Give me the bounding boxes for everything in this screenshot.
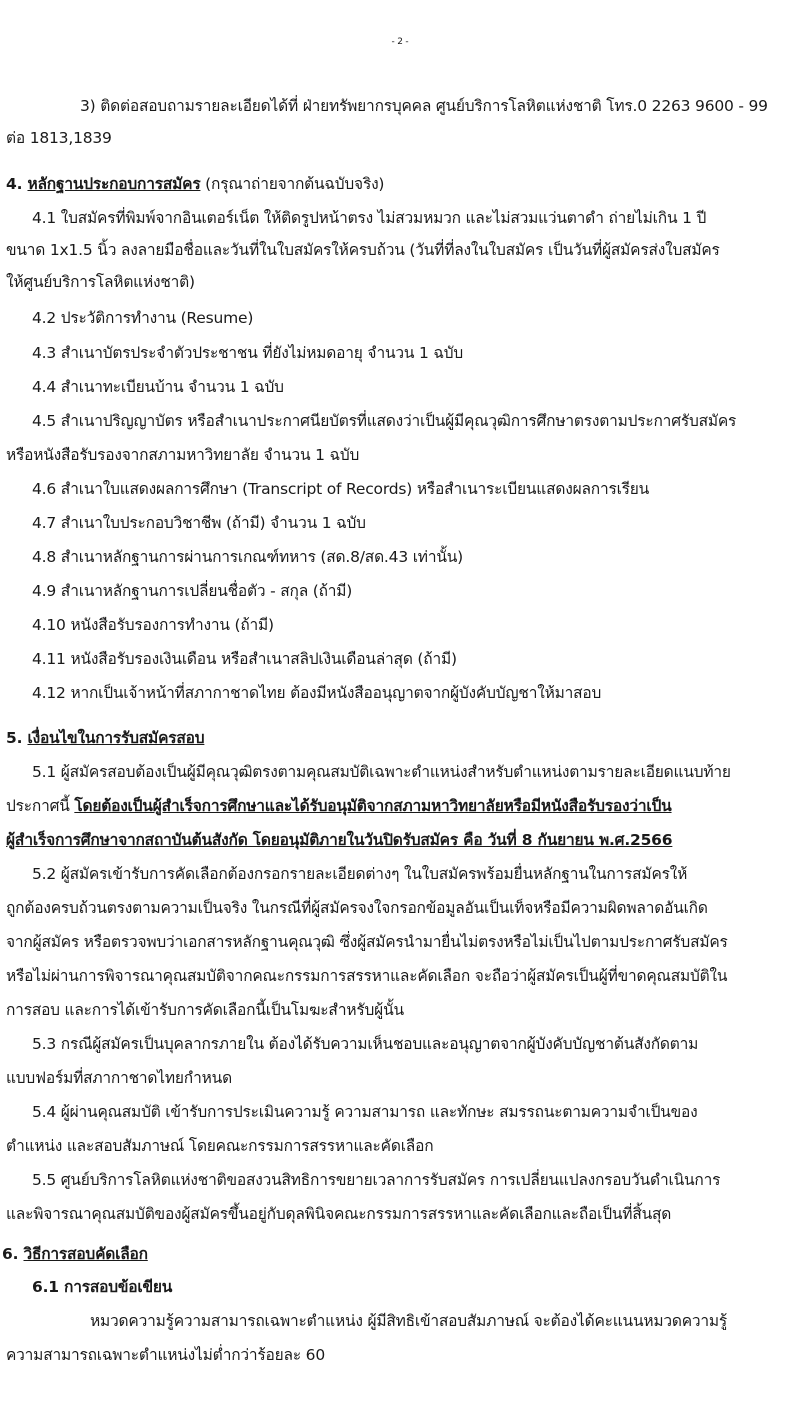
item-4-1-line-3: ให้ศูนย์บริการโลหิตแห่งชาติ) — [6, 273, 195, 291]
item-5-1-line-2-emphasis: โดยต้องเป็นผู้สำเร็จการศึกษาและได้รับอนุมัติจากสภามหาวิทยาลัยหรือมีหนังสือรับรองว่าเป็น — [74, 797, 672, 815]
item-4-5-line-2: หรือหนังสือรับรองจากสภามหาวิทยาลัย จำนวน 1 ฉบับ — [6, 446, 360, 464]
sub-6-1-title: 6.1 การสอบข้อเขียน — [32, 1278, 173, 1296]
item-5-3-line-1: 5.3 กรณีผู้สมัครเป็นบุคลากรภายใน ต้องได้รับความเห็นชอบและอนุญาตจากผู้บังคับบัญชาต้นสังกัดตาม — [32, 1035, 699, 1053]
item-4-6: 4.6 สำเนาใบแสดงผลการศึกษา (Transcript of Records) หรือสำเนาระเบียนแสดงผลการเรียน — [32, 480, 650, 498]
item-4-1-line-2: ขนาด 1x1.5 นิ้ว ลงลายมือชื่อและวันที่ในใบสมัครให้ครบถ้วน (วันที่ที่ลงในใบสมัคร เป็นวันที่ผู้สมัครส่งใบสมัคร — [6, 241, 720, 259]
section-6-title: วิธีการสอบคัดเลือก — [23, 1245, 148, 1263]
section-6-heading — [2, 1244, 148, 1264]
contact-line-2: ต่อ 1813,1839 — [6, 129, 112, 147]
item-4-3: 4.3 สำเนาบัตรประจำตัวประชาชน ที่ยังไม่หมดอายุ จำนวน 1 ฉบับ — [32, 344, 464, 362]
contact-line-1: 3) ติดต่อสอบถามรายละเอียดได้ที่ ฝ่ายทรัพยากรบุคคล ศูนย์บริการโลหิตแห่งชาติ โทร.0 2263 9600 - 99 — [80, 97, 768, 115]
section-6-number: 6. — [2, 1245, 19, 1263]
item-5-1-line-3: ผู้สำเร็จการศึกษาจากสถาบันต้นสังกัด โดยอนุมัติภายในวันปิดรับสมัคร คือ วันที่ 8 กันยายน พ.ศ.2566 — [6, 831, 673, 849]
item-5-2-line-4: หรือไม่ผ่านการพิจารณาคุณสมบัติจากคณะกรรมการสรรหาและคัดเลือก จะถือว่าผู้สมัครเป็นผู้ที่ขาดคุณสมบัติใน — [6, 967, 728, 985]
item-5-4-line-2: ตำแหน่ง และสอบสัมภาษณ์ โดยคณะกรรมการสรรหาและคัดเลือก — [6, 1137, 434, 1155]
item-5-2-line-5: การสอบ และการได้เข้ารับการคัดเลือกนี้เป็นโมฆะสำหรับผู้นั้น — [6, 1001, 404, 1019]
section-5-title: เงื่อนไขในการรับสมัครสอบ — [27, 729, 205, 747]
page-number: - 2 - — [391, 37, 409, 47]
section-5-heading — [6, 728, 204, 748]
item-5-2-line-3: จากผู้สมัคร หรือตรวจพบว่าเอกสารหลักฐานคุณวุฒิ ซึ่งผู้สมัครนำมายื่นไม่ตรงหรือไม่เป็นไปตามประกาศรับสมัคร — [6, 933, 728, 951]
item-5-2-line-1: 5.2 ผู้สมัครเข้ารับการคัดเลือกต้องกรอกรายละเอียดต่างๆ ในใบสมัครพร้อมยื่นหลักฐานในการสมัครให้ — [32, 865, 688, 883]
item-4-9: 4.9 สำเนาหลักฐานการเปลี่ยนชื่อตัว - สกุล (ถ้ามี) — [32, 582, 353, 600]
item-5-4-line-1: 5.4 ผู้ผ่านคุณสมบัติ เข้ารับการประเมินความรู้ ความสามารถ และทักษะ สมรรถนะตามความจำเป็นของ — [32, 1103, 698, 1121]
sub-6-1-line-1: หมวดความรู้ความสามารถเฉพาะตำแหน่ง ผู้มีสิทธิเข้าสอบสัมภาษณ์ จะต้องได้คะแนนหมวดความรู้ — [90, 1312, 728, 1330]
item-4-5-line-1: 4.5 สำเนาปริญญาบัตร หรือสำเนาประกาศนียบัตรที่แสดงว่าเป็นผู้มีคุณวุฒิการศึกษาตรงตามประกาศรับสมัคร — [32, 412, 737, 430]
item-4-1-line-1: 4.1 ใบสมัครที่พิมพ์จากอินเตอร์เน็ต ให้ติดรูปหน้าตรง ไม่สวมหมวก และไม่สวมแว่นตาดำ ถ่ายไม่เกิน 1 ปี — [32, 209, 707, 227]
section-4-heading — [6, 174, 384, 194]
item-4-10: 4.10 หนังสือรับรองการทำงาน (ถ้ามี) — [32, 616, 274, 634]
item-5-1-line-2-plain: ประกาศนี้ — [6, 797, 75, 815]
item-5-5-line-2: และพิจารณาคุณสมบัติของผู้สมัครขึ้นอยู่กับดุลพินิจคณะกรรมการสรรหาและคัดเลือกและถือเป็นที่สิ้นสุด — [6, 1205, 672, 1223]
section-4-note: (กรุณาถ่ายจากต้นฉบับจริง) — [200, 175, 385, 193]
item-4-12: 4.12 หากเป็นเจ้าหน้าที่สภากาชาดไทย ต้องมีหนังสืออนุญาตจากผู้บังคับบัญชาให้มาสอบ — [32, 684, 602, 702]
item-5-1-line-2 — [6, 796, 672, 816]
sub-6-1-line-2: ความสามารถเฉพาะตำแหน่งไม่ต่ำกว่าร้อยละ 60 — [6, 1346, 325, 1364]
item-5-2-line-2: ถูกต้องครบถ้วนตรงตามความเป็นจริง ในกรณีที่ผู้สมัครจงใจกรอกข้อมูลอันเป็นเท็จหรือมีความผิดพลาดอันเกิด — [6, 899, 708, 917]
item-5-1-line-1: 5.1 ผู้สมัครสอบต้องเป็นผู้มีคุณวุฒิตรงตามคุณสมบัติเฉพาะตำแหน่งสำหรับตำแหน่งตามรายละเอียดแนบท้าย — [32, 763, 731, 781]
item-5-5-line-1: 5.5 ศูนย์บริการโลหิตแห่งชาติขอสงวนสิทธิการขยายเวลาการรับสมัคร การเปลี่ยนแปลงกรอบวันดำเนินการ — [32, 1171, 721, 1189]
item-5-3-line-2: แบบฟอร์มที่สภากาชาดไทยกำหนด — [6, 1069, 232, 1087]
section-4-title: หลักฐานประกอบการสมัคร — [27, 175, 201, 193]
item-4-4: 4.4 สำเนาทะเบียนบ้าน จำนวน 1 ฉบับ — [32, 378, 284, 396]
item-4-7: 4.7 สำเนาใบประกอบวิชาชีพ (ถ้ามี) จำนวน 1 ฉบับ — [32, 514, 366, 532]
item-4-2: 4.2 ประวัติการทำงาน (Resume) — [32, 309, 254, 327]
item-4-11: 4.11 หนังสือรับรองเงินเดือน หรือสำเนาสลิปเงินเดือนล่าสุด (ถ้ามี) — [32, 650, 457, 668]
item-4-8: 4.8 สำเนาหลักฐานการผ่านการเกณฑ์ทหาร (สด.8/สด.43 เท่านั้น) — [32, 548, 463, 566]
section-5-number: 5. — [6, 729, 23, 747]
section-4-number: 4. — [6, 175, 23, 193]
